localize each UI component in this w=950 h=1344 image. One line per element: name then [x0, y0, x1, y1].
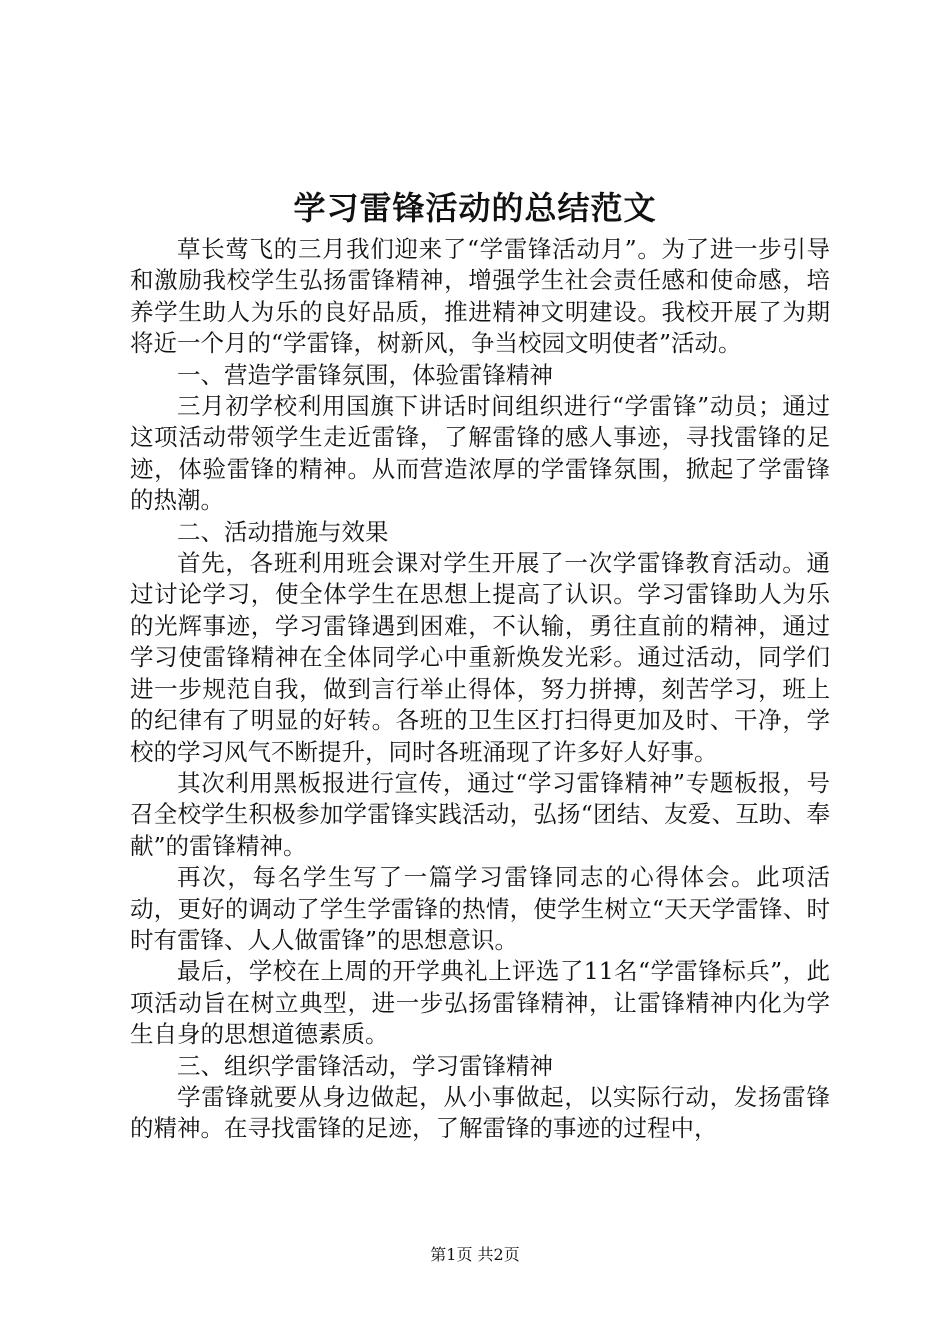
paragraph-third: 再次，每名学生写了一篇学习雷锋同志的心得体会。此项活动，更好的调动了学生学雷锋的热情，使学生树立“天天学雷锋、时时有雷锋、人人做雷锋”的思想意识。 — [130, 863, 830, 954]
paragraph-last: 最后，学校在上周的开学典礼上评选了11名“学雷锋标兵”，此项活动旨在树立典型，进一步弘扬雷锋精神，让雷锋精神内化为学生自身的思想道德素质。 — [130, 957, 830, 1049]
paragraph-section-1: 三月初学校利用国旗下讲话时间组织进行“学雷锋”动员；通过这项活动带领学生走近雷锋，了解雷锋的感人事迹，寻找雷锋的足迹，体验雷锋的精神。从而营造浓厚的学雷锋氛围，掀起了学雷锋的热潮。 — [130, 392, 830, 515]
document-body — [130, 234, 830, 1145]
document-title: 学习雷锋活动的总结范文 — [293, 189, 657, 227]
page-footer: 第1页 共2页 — [430, 1245, 520, 1264]
paragraph-first: 首先，各班利用班会课对学生开展了一次学雷锋教育活动。通过讨论学习，使全体学生在思想上提高了认识。学习雷锋助人为乐的光辉事迹，学习雷锋遇到困难，不认输，勇往直前的精神，通过学习使雷锋精神在全体同学心中重新焕发光彩。通过活动，同学们进一步规范自我，做到言行举止得体，努力拼搏，刻苦学习，班上的纪律有了明显的好转。各班的卫生区打扫得更加及时、干净，学校的学习风气不断提升，同时各班涌现了许多好人好事。 — [130, 549, 830, 766]
paragraph-section-3: 学雷锋就要从身边做起，从小事做起，以实际行动，发扬雷锋的精神。在寻找雷锋的足迹，了解雷锋的事迹的过程中， — [130, 1082, 830, 1143]
section-heading-2: 二、活动措施与效果 — [177, 517, 389, 546]
section-heading-1: 一、营造学雷锋氛围，体验雷锋精神 — [177, 360, 553, 389]
paragraph-intro: 草长莺飞的三月我们迎来了“学雷锋活动月”。为了进一步引导和激励我校学生弘扬雷锋精神，增强学生社会责任感和使命感，培养学生助人为乐的良好品质，推进精神文明建设。我校开展了为期将近一个月的“学雷锋，树新风，争当校园文明使者”活动。 — [130, 235, 830, 358]
section-heading-3: 三、组织学雷锋活动，学习雷锋精神 — [177, 1051, 553, 1080]
paragraph-second: 其次利用黑板报进行宣传，通过“学习雷锋精神”专题板报，号召全校学生积极参加学雷锋实践活动，弘扬“团结、友爱、互助、奉献”的雷锋精神。 — [130, 768, 830, 860]
